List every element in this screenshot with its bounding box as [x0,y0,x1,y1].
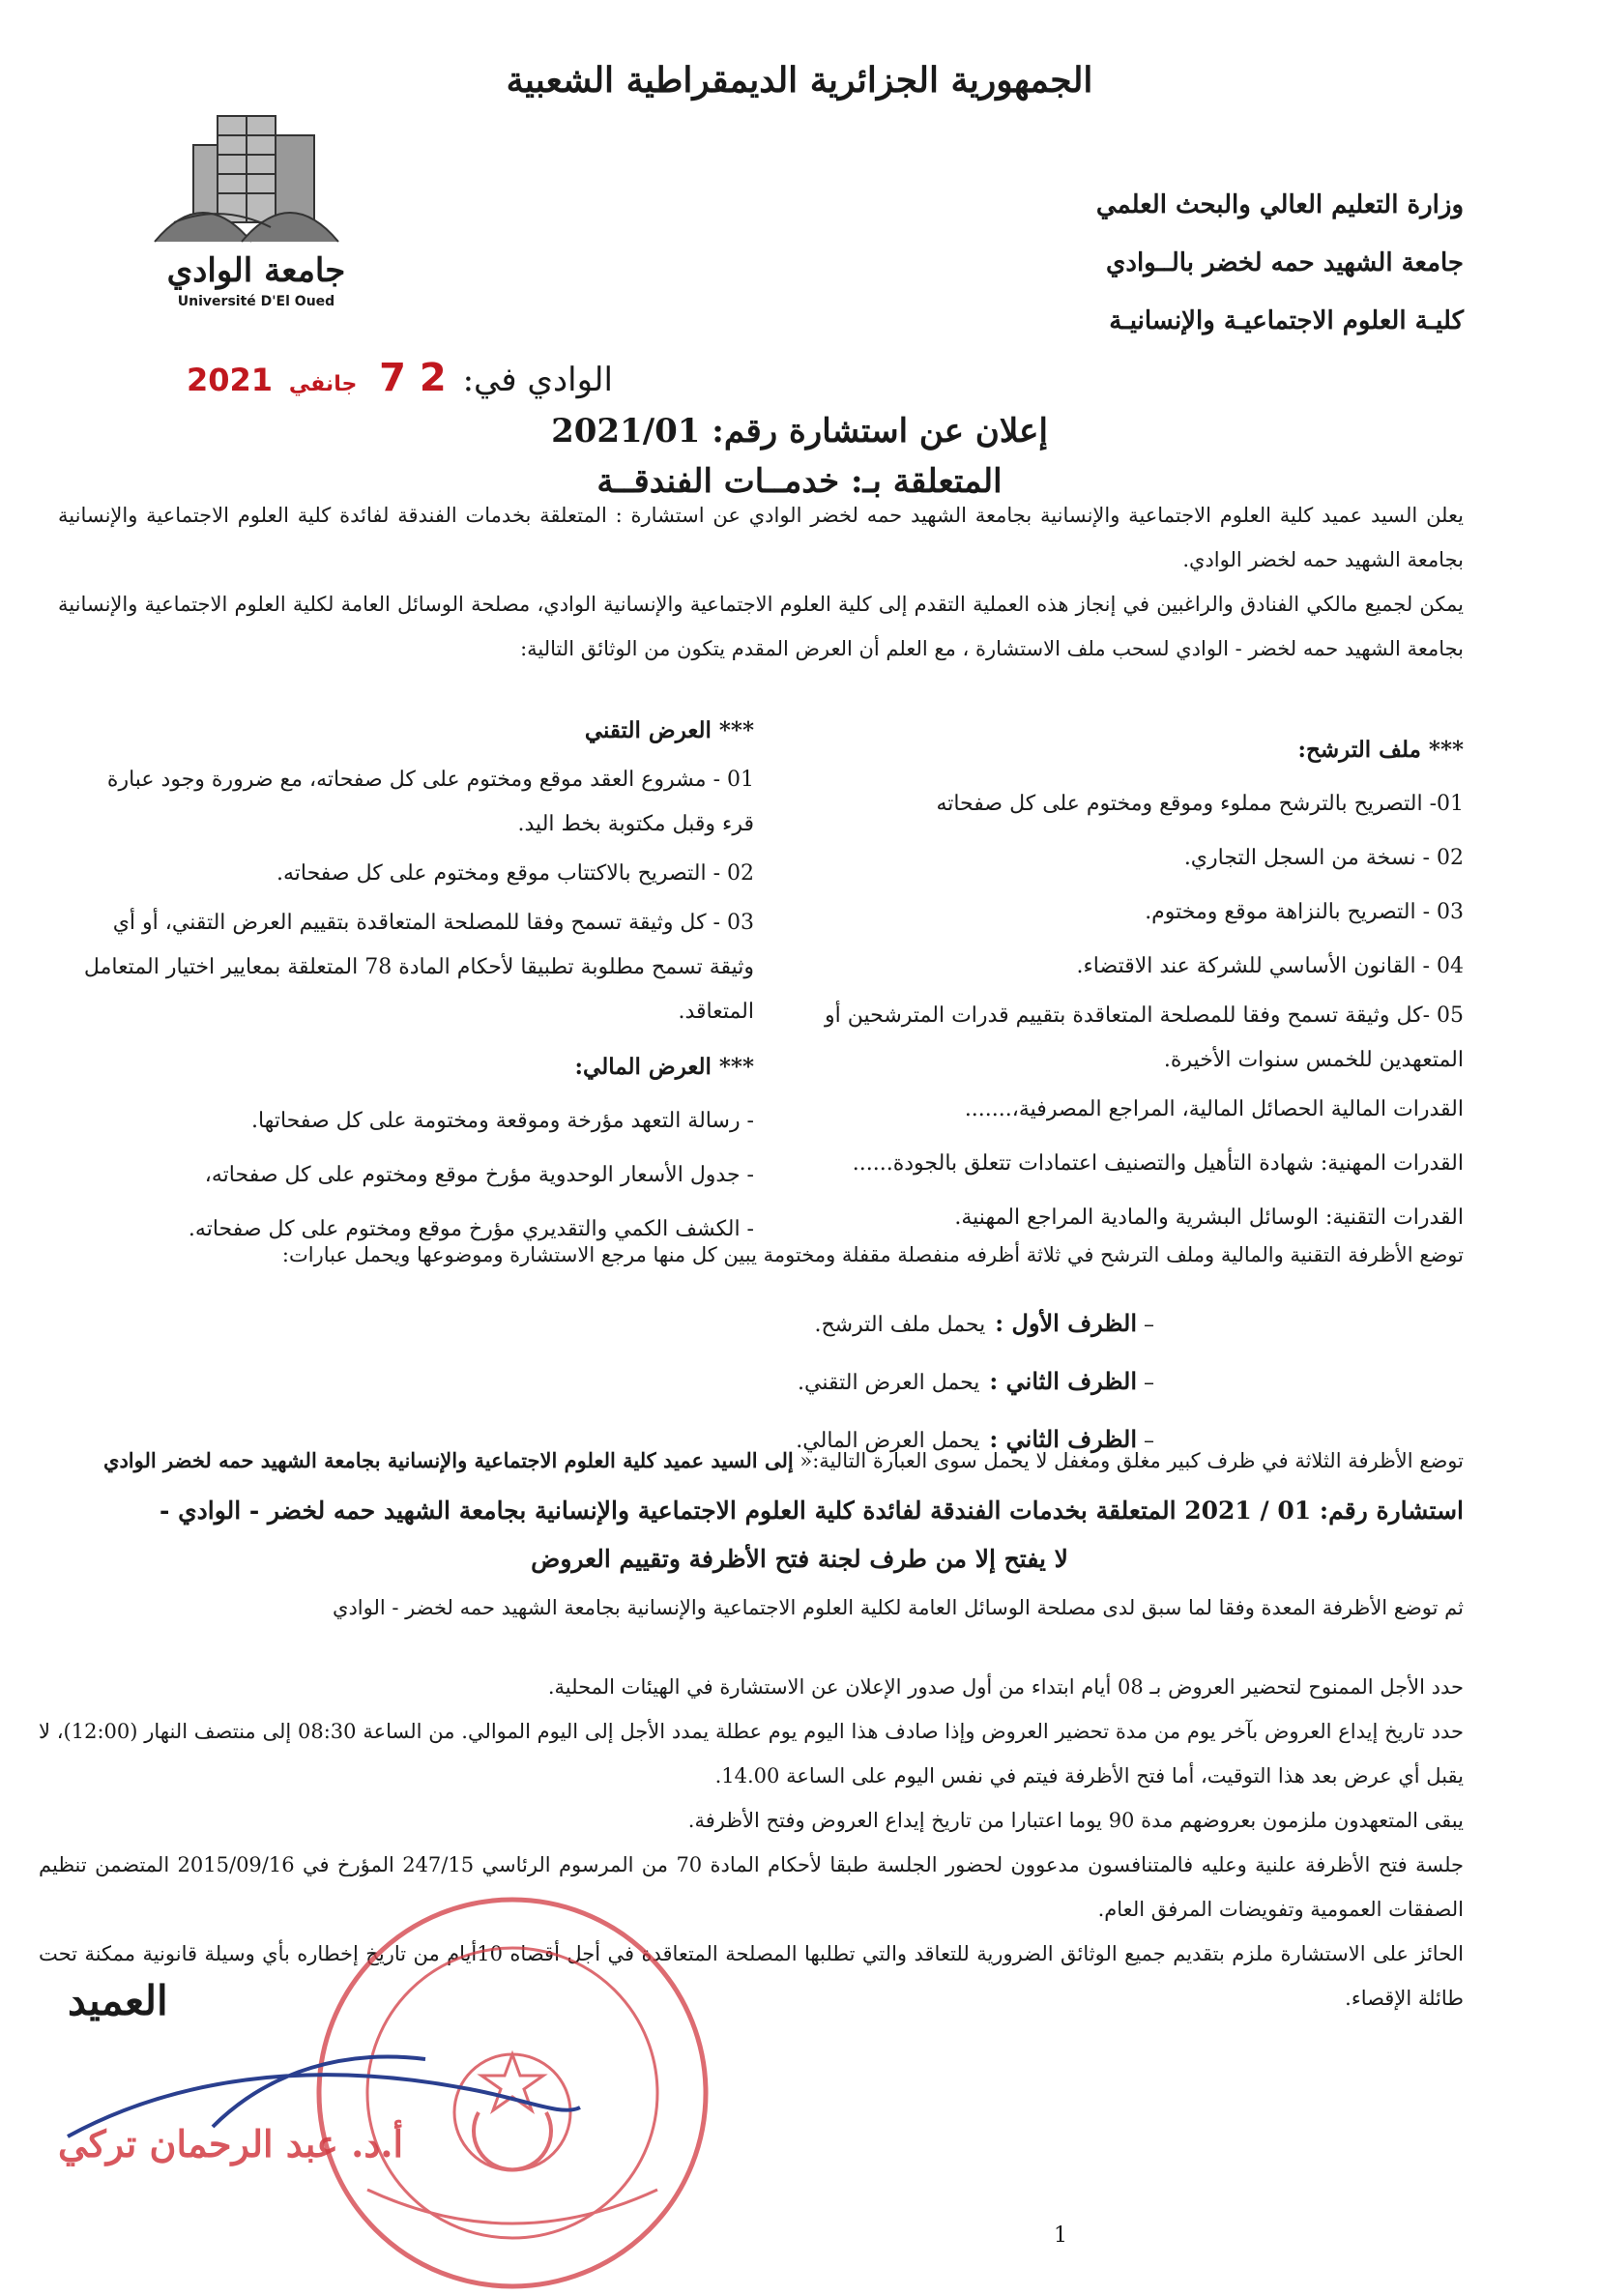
deposit-instruction [48,1439,1464,1483]
deadline-paragraph: جلسة فتح الأظرفة علنية وعليه فالمتنافسون مدعوون لحضور الجلسة طبقا لأحكام المادة 70 من المرسوم الرئاسي 247/15 المؤرخ في 2015/09/16 المتضمن تنظيم الصفقات العمومية وتفويضات المرفق العام. [39,1853,1464,1921]
deadline-paragraph: الحائز على الاستشارة ملزم بتقديم جميع الوثائق الضرورية للتعاقد والتي تطلبها المصلحة المتعاقدة في أجل أقصاه 10أيام من تاريخ إخطاره بأي وسيلة قانونية ممكنة تحت طائلة الإقصاء. [39,1942,1464,2010]
university-name: جامعة الشهيد حمه لخضر بالــوادي [1106,248,1464,277]
deposit-address: إلى السيد عميد كلية العلوم الاجتماعية والإنسانية بجامعة الشهيد حمه لخضر الوادي [103,1448,794,1472]
deposit-plain: توضع الأظرفة الثلاثة في ظرف كبير مغلق ومغفل لا يحمل سوى العبارة التالية:« [800,1449,1464,1472]
logo-name-fr: Université D'El Oued [177,294,335,309]
date-month: جانفي [288,372,358,396]
date-day: 2 7 [379,356,447,400]
financial-item: - جدول الأسعار الوحدوية مؤرخ موقع ومختوم على كل صفحاته، [204,1163,754,1187]
envelopes-intro: توضع الأظرفة التقنية والمالية وملف الترشح في ثلاثة أظرفه منفصلة مقفلة ومختومة يبين كل منها مرجع الاستشارة وموضوعها ويحمل عبارات: [281,1243,1464,1266]
candidacy-item: 01- التصريح بالترشح مملوء وموقع ومختوم على كل صفحاته [936,792,1464,816]
candidacy-item: القدرات المالية الحصائل المالية، المراجع المصرفية،....... [964,1097,1464,1121]
dean-title: العميد [68,1977,168,2024]
candidacy-item: القدرات المهنية: شهادة التأهيل والتصنيف اعتمادات تتعلق بالجودة...... [852,1151,1464,1176]
deadline-paragraph: حدد تاريخ إيداع العروض بآخر يوم من مدة تحضير العروض وإذا صادف هذا اليوم يوم عطلة يمدد الأجل إلى اليوم الموالي. من الساعة 08:30 إلى منتصف النهار (12:00)، لا يقبل أي عرض بعد هذا التوقيت، أما فتح الأظرفة فيتم في نفس اليوم على الساعة 14.00. [39,1720,1465,1787]
technical-item: 01 - مشروع العقد موقع ومختوم على كل صفحاته، مع ضرورة وجود عبارة قرء وقبل مكتوبة بخط اليد. [106,768,754,836]
envelope-item: – الظرف الأول :يحمل ملف الترشح. [814,1309,1154,1337]
deposit-after: ثم توضع الأظرفة المعدة وفقا لما سبق لدى مصلحة الوسائل العامة لكلية العلوم الاجتماعية والإنسانية بجامعة الشهيد حمه لخضر - الوادي [333,1596,1464,1619]
candidacy-heading: *** ملف الترشح: [1297,737,1464,763]
logo-building-icon [135,97,377,251]
envelope-label: الظرف الثاني : [989,1367,1137,1395]
candidacy-item: 05 -كل وثيقة تسمح وفقا للمصلحة المتعاقدة بتقييم قدرات المترشحين أو المتعهدين للخمس سنوات الأخيرة. [825,1003,1464,1072]
envelope-label: الظرف الثاني : [989,1425,1137,1453]
technical-item: 02 - التصريح بالاكتتاب موقع ومختوم على كل صفحاته. [276,861,754,886]
technical-heading: *** العرض التقني [584,717,754,743]
envelope-text: يحمل العرض التقني. [798,1371,980,1395]
envelope-item: – الظرف الثاني :يحمل العرض التقني. [798,1367,1154,1395]
announcement-intro [58,493,1464,671]
date-year: 2021 [186,362,274,398]
envelope-label: الظرف الأول : [995,1309,1137,1337]
announcement-subject: المتعلقة بـ: خدمــات الفندقــة [596,462,1003,501]
envelope-item: – الظرف الثاني :يحمل العرض المالي. [796,1425,1154,1453]
eligibility-paragraph: يمكن لجميع مالكي الفنادق والراغبين في إنجاز هذه العملية التقدم إلى كلية العلوم الاجتماعية والإنسانية الوادي، مصلحة الوسائل العامة لكلية العلوم الاجتماعية والإنسانية بجامعة الشهيد حمه لخضر - الوادي لسحب ملف الاستشارة ، مع العلم أن العرض المقدم يتكون من الوثائق التالية: [58,593,1464,660]
signatory-name: أ.د. عبد الرحمان تركي [58,2122,404,2165]
deadline-paragraph: حدد الأجل الممنوح لتحضير العروض بـ 08 أيام ابتداء من أول صدور الإعلان عن الاستشارة في الهيئات المحلية. [547,1675,1464,1699]
deposit-reference: استشارة رقم: 01 / 2021 المتعلقة بخدمات الفندقة لفائدة كلية العلوم الاجتماعية والإنسانية بجامعة الشهيد حمه لخضر - الوادي - [160,1497,1464,1525]
financial-item: - رسالة التعهد مؤرخة وموقعة ومختومة على كل صفحاتها. [250,1109,754,1133]
envelope-text: يحمل ملف الترشح. [814,1313,986,1337]
faculty-name: كليـة العلوم الاجتماعيـة والإنسانيـة [1109,306,1464,335]
technical-section [77,704,754,1257]
logo-name-ar: جامعة الوادي [166,251,346,290]
candidacy-item: القدرات التقنية: الوسائل البشرية والمادية المراجع المهنية. [954,1206,1464,1230]
date-line [187,356,613,400]
technical-item: 03 - كل وثيقة تسمح وفقا للمصلحة المتعاقدة بتقييم العرض التقني، أو أي وثيقة تسمح مطلوبة تطبيقا لأحكام المادة 78 المتعلقة بمعايير اختيار المتعامل المتعاقد. [83,911,754,1024]
deposit-warning: لا يفتح إلا من طرف لجنة فتح الأظرفة وتقييم العروض [531,1545,1068,1573]
financial-heading: *** العرض المالي: [574,1054,754,1080]
republic-heading: الجمهورية الجزائرية الديمقراطية الشعبية [506,60,1093,101]
envelope-text: يحمل العرض المالي. [796,1429,980,1453]
intro-paragraph: يعلن السيد عميد كلية العلوم الاجتماعية والإنسانية بجامعة الشهيد حمه لخضر الوادي عن استشارة : المتعلقة بخدمات الفندقة لفائدة كلية العلوم الاجتماعية والإنسانية بجامعة الشهيد حمه لخضر الوادي. [58,504,1464,571]
announcement-title: إعلان عن استشارة رقم: 2021/01 [551,412,1048,450]
page-number: 1 [1054,2223,1067,2248]
candidacy-item: 02 - نسخة من السجل التجاري. [1183,846,1464,870]
deadline-section [39,1665,1464,2020]
university-logo [135,97,377,319]
date-place: الوادي في: [462,361,613,399]
financial-item: - الكشف الكمي والتقديري مؤرخ موقع ومختوم على كل صفحاته. [188,1217,754,1241]
ministry-name: وزارة التعليم العالي والبحث العلمي [1095,190,1464,219]
institution-block [922,176,1464,350]
candidacy-item: 03 - التصريح بالنزاهة موقع ومختوم. [1145,900,1464,924]
candidacy-section [787,723,1464,1245]
candidacy-item: 04 - القانون الأساسي للشركة عند الاقتضاء. [1076,954,1464,978]
deadline-paragraph: يبقى المتعهدون ملزمون بعروضهم مدة 90 يوما اعتبارا من تاريخ إيداع العروض وفتح الأظرفة. [687,1809,1464,1832]
